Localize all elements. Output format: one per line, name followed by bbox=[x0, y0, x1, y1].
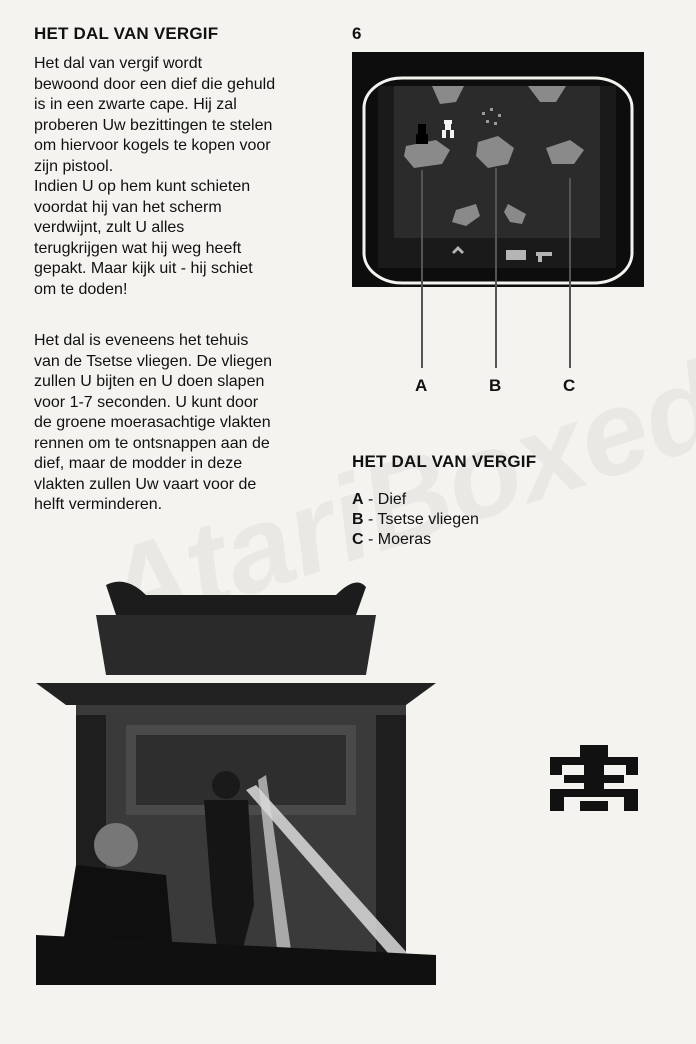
text-line: is in een zwarte cape. Hij zal bbox=[34, 96, 237, 113]
callout-c: C bbox=[563, 376, 576, 395]
text-line: om te doden! bbox=[34, 280, 128, 298]
callout-b: B bbox=[489, 376, 502, 395]
text-line: gepakt. Maar kijk uit - hij schiet bbox=[34, 260, 253, 277]
legend-item: B - Tsetse vliegen bbox=[352, 511, 479, 528]
text-line: verdwijnt, zult U alles bbox=[34, 219, 185, 236]
legend-item: A - Dief bbox=[352, 491, 407, 508]
legend-heading: HET DAL VAN VERGIF bbox=[352, 452, 537, 471]
text-line: zullen U bijten en U doen slapen bbox=[34, 373, 265, 390]
legend-item: C - Moeras bbox=[352, 531, 432, 548]
text-line: voor 1-7 seconden. U kunt door bbox=[34, 393, 259, 411]
text-line: Het dal is eveneens het tehuis bbox=[34, 332, 249, 349]
text-line: dief, maar de modder in deze bbox=[34, 455, 243, 472]
text-line: Het dal van vergif wordt bbox=[34, 55, 203, 72]
text-line: bewoond door een dief die gehuld bbox=[34, 75, 276, 93]
text-line: rennen om te ontsnappen aan de bbox=[34, 434, 270, 452]
callout-a: A bbox=[415, 376, 428, 395]
callout-lines bbox=[0, 0, 696, 400]
text-line: vlakten zullen Uw vaart voor de bbox=[34, 475, 257, 493]
idol-logo bbox=[550, 745, 638, 811]
ark-photo bbox=[36, 575, 436, 985]
text-line: Indien U op hem kunt schieten bbox=[34, 178, 251, 195]
text-line: proberen Uw bezittingen te stelen bbox=[34, 116, 273, 134]
text-line: om hiervoor kogels te kopen voor bbox=[34, 137, 271, 154]
text-line: van de Tsetse vliegen. De vliegen bbox=[34, 352, 273, 370]
legend-list bbox=[352, 490, 479, 550]
text-line: terugkrijgen wat hij weg heeft bbox=[34, 239, 242, 257]
text-line: de groene moerasachtige vlakten bbox=[34, 414, 271, 431]
text-line: helft verminderen. bbox=[34, 496, 163, 513]
text-line: zijn pistool. bbox=[34, 157, 114, 175]
page-heading: HET DAL VAN VERGIF bbox=[34, 24, 219, 43]
text-line: voordat hij van het scherm bbox=[34, 198, 222, 216]
page-number: 6 bbox=[352, 24, 362, 43]
